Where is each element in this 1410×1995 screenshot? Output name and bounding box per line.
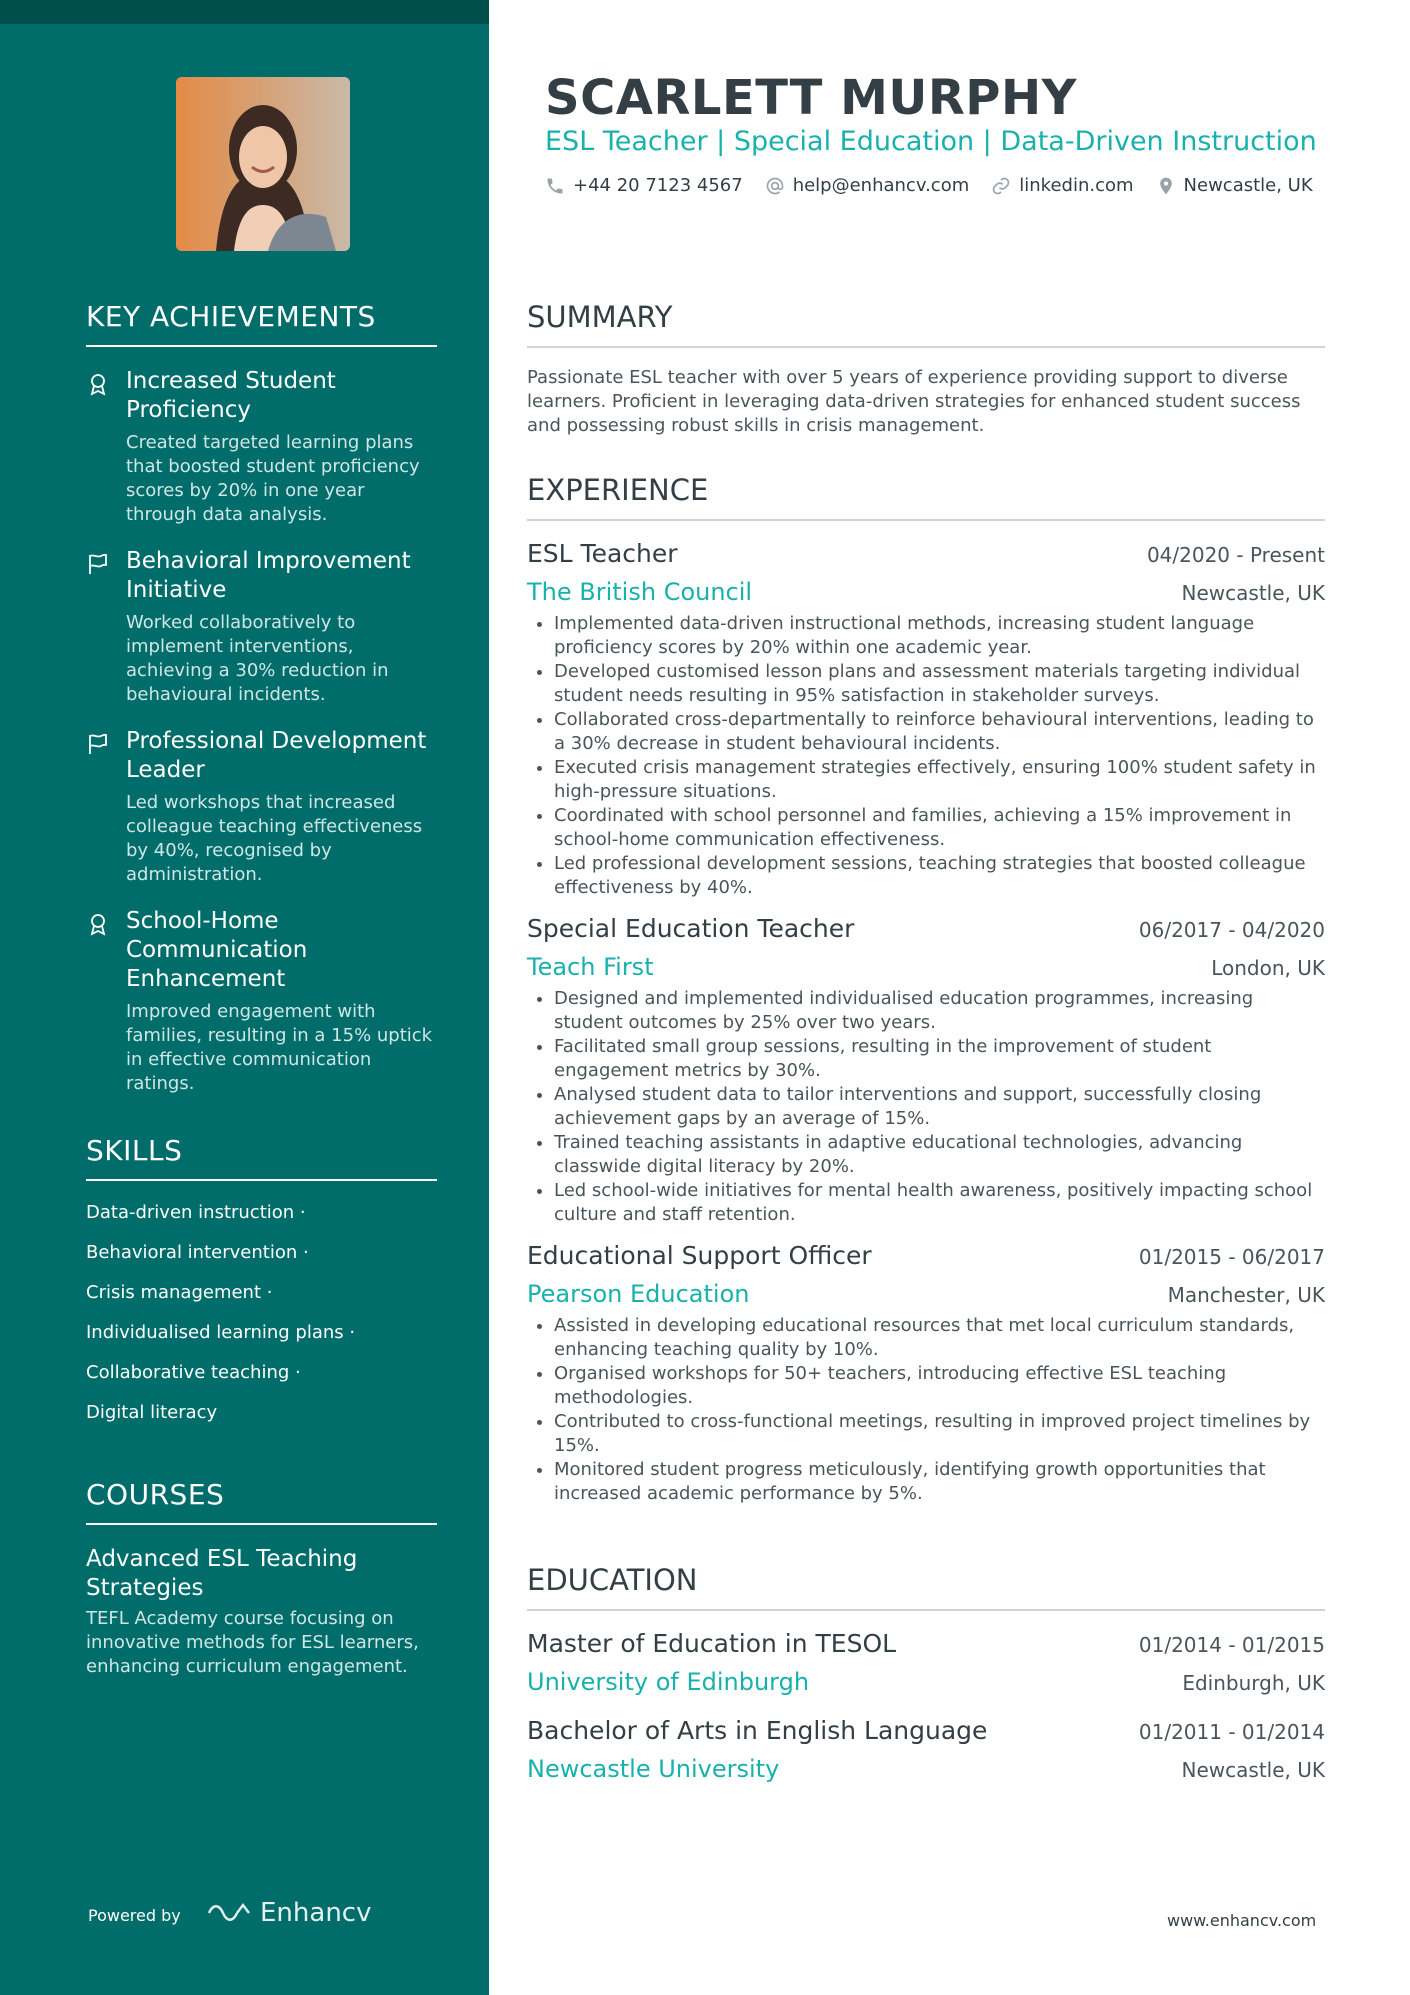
job-bullet: • Led professional development sessions, teaching strategies that boosted colleague effectiveness by 40%.: [554, 852, 1325, 900]
job-bullet: • Led school-wide initiatives for mental health awareness, positively impacting school culture and staff retention.: [554, 1179, 1325, 1227]
job-company: The British Council: [527, 578, 753, 606]
contact-phone[interactable]: [545, 175, 743, 196]
contact-location: [1156, 175, 1313, 196]
education-location: Newcastle, UK: [1181, 1758, 1325, 1782]
job-company: Pearson Education: [527, 1280, 750, 1308]
powered-by-label: Powered by: [88, 1906, 181, 1925]
job-role: ESL Teacher: [527, 539, 678, 568]
achievement-description: Created targeted learning plans that boosted student proficiency scores by 20% in one year through data analysis.: [126, 432, 420, 525]
job-dates: 04/2020 - Present: [1146, 543, 1325, 567]
sidebar: [0, 0, 489, 1995]
at-icon: [765, 176, 785, 196]
summary-title: SUMMARY: [527, 300, 1325, 348]
job-role: Educational Support Officer: [527, 1241, 872, 1270]
skill-item: Individualised learning plans ·: [86, 1322, 356, 1343]
education-section: [527, 1563, 1325, 1803]
key-achievements-section: [86, 300, 437, 1116]
skills-section: [86, 1134, 437, 1441]
skills-title: SKILLS: [86, 1134, 437, 1181]
job-company: Teach First: [527, 953, 654, 981]
achievement-title: School-Home Communication Enhancement: [126, 908, 308, 992]
job-bullet: • Analysed student data to tailor interventions and support, successfully closing achievement gaps by an average of 15%.: [554, 1083, 1325, 1131]
phone-icon: [545, 176, 565, 196]
job-dates: 06/2017 - 04/2020: [1138, 918, 1325, 942]
candidate-name: SCARLETT MURPHY: [545, 70, 1077, 126]
skill-item: Digital literacy: [86, 1402, 218, 1423]
award-icon: [86, 372, 110, 396]
job-dates: 01/2015 - 06/2017: [1138, 1245, 1325, 1269]
contact-email-text: help@enhancv.com: [792, 175, 970, 196]
achievement-item: [86, 907, 437, 1096]
job-bullet: • Coordinated with school personnel and families, achieving a 15% improvement in school-home communication effectiveness.: [554, 804, 1325, 852]
job-location: London, UK: [1211, 956, 1325, 980]
education-school: Newcastle University: [527, 1755, 780, 1783]
flag-icon: [86, 732, 110, 756]
education-dates: 01/2011 - 01/2014: [1138, 1720, 1325, 1744]
footer-website-link[interactable]: www.enhancv.com: [1167, 1911, 1317, 1930]
achievement-title: Increased Student Proficiency: [126, 368, 336, 423]
job-bullets: [527, 1314, 1325, 1506]
key-achievements-title: KEY ACHIEVEMENTS: [86, 300, 437, 347]
job-bullet: • Executed crisis management strategies effectively, ensuring 100% student safety in high-pressure situations.: [554, 756, 1325, 804]
enhancv-logo[interactable]: [206, 1898, 371, 1928]
courses-section: [86, 1478, 437, 1679]
job-bullet: • Facilitated small group sessions, resulting in the improvement of student engagement metrics by 30%.: [554, 1035, 1325, 1083]
skill-item: Data-driven instruction ·: [86, 1202, 306, 1223]
job-location: Newcastle, UK: [1181, 581, 1325, 605]
profile-photo: [176, 77, 350, 251]
job-entry: [527, 1241, 1325, 1506]
job-bullet: • Monitored student progress meticulously, identifying growth opportunities that increased academic performance by 5%.: [554, 1458, 1325, 1506]
job-bullet: • Assisted in developing educational resources that met local curriculum standards, enhancing teaching quality by 10%.: [554, 1314, 1325, 1362]
job-bullets: [527, 612, 1325, 900]
course-description: TEFL Academy course focusing on innovative methods for ESL learners, enhancing curriculum engagement.: [86, 1608, 419, 1677]
summary-section: [527, 300, 1325, 438]
courses-title: COURSES: [86, 1478, 437, 1525]
job-bullet: • Organised workshops for 50+ teachers, introducing effective ESL teaching methodologies.: [554, 1362, 1325, 1410]
contact-linkedin-text: linkedin.com: [1019, 175, 1134, 196]
education-degree: Bachelor of Arts in English Language: [527, 1716, 988, 1745]
achievement-title: Professional Development Leader: [126, 728, 427, 783]
contact-bar: [545, 175, 1313, 196]
job-entry: [527, 539, 1325, 900]
sidebar-top-bar: [0, 0, 489, 24]
job-bullet: • Developed customised lesson plans and assessment materials targeting individual student needs resulting in 95% satisfaction in stakeholder surveys.: [554, 660, 1325, 708]
location-pin-icon: [1156, 176, 1176, 196]
achievement-description: Worked collaboratively to implement interventions, achieving a 30% reduction in behavioural incidents.: [126, 612, 389, 705]
education-entry: [527, 1629, 1325, 1696]
achievement-description: Improved engagement with families, resulting in a 15% uptick in effective communication ratings.: [126, 1001, 433, 1094]
skill-item: Crisis management ·: [86, 1282, 273, 1303]
summary-text: Passionate ESL teacher with over 5 years of experience providing support to diverse learners. Proficient in leveraging data-driven strategies for enhanced student success and possessing robust skills in crisis management.: [527, 367, 1301, 436]
experience-section: [527, 473, 1325, 1520]
candidate-tagline: ESL Teacher | Special Education | Data-Driven Instruction: [545, 126, 1317, 157]
education-dates: 01/2014 - 01/2015: [1138, 1633, 1325, 1657]
contact-phone-text: +44 20 7123 4567: [573, 175, 743, 196]
job-bullet: • Contributed to cross-functional meetings, resulting in improved project timelines by 15%.: [554, 1410, 1325, 1458]
achievement-title: Behavioral Improvement Initiative: [126, 548, 411, 603]
link-icon: [991, 176, 1011, 196]
job-location: Manchester, UK: [1167, 1283, 1325, 1307]
job-bullet: • Implemented data-driven instructional methods, increasing student language proficiency scores by 20% within one academic year.: [554, 612, 1325, 660]
education-degree: Master of Education in TESOL: [527, 1629, 897, 1658]
contact-linkedin[interactable]: [991, 175, 1133, 196]
education-school: University of Edinburgh: [527, 1668, 810, 1696]
job-role: Special Education Teacher: [527, 914, 855, 943]
skill-item: Behavioral intervention ·: [86, 1242, 309, 1263]
education-entry: [527, 1716, 1325, 1783]
education-title: EDUCATION: [527, 1563, 1325, 1611]
course-title: Advanced ESL Teaching Strategies: [86, 1546, 358, 1601]
job-bullet: • Collaborated cross-departmentally to reinforce behavioural interventions, leading to a 30% decrease in student behavioural incidents.: [554, 708, 1325, 756]
achievement-description: Led workshops that increased colleague teaching effectiveness by 40%, recognised by administration.: [126, 792, 423, 885]
experience-title: EXPERIENCE: [527, 473, 1325, 521]
achievement-item: [86, 547, 437, 707]
enhancv-logo-icon: [206, 1901, 252, 1925]
contact-location-text: Newcastle, UK: [1183, 175, 1313, 196]
education-location: Edinburgh, UK: [1182, 1671, 1325, 1695]
achievement-item: [86, 727, 437, 887]
flag-icon: [86, 552, 110, 576]
job-bullets: [527, 987, 1325, 1227]
contact-email[interactable]: [765, 175, 970, 196]
award-icon: [86, 912, 110, 936]
achievement-item: [86, 367, 437, 527]
job-bullet: • Designed and implemented individualised education programmes, increasing student outcomes by 25% over two years.: [554, 987, 1325, 1035]
enhancv-logo-text: Enhancv: [260, 1898, 372, 1928]
skill-item: Collaborative teaching ·: [86, 1362, 301, 1383]
job-entry: [527, 914, 1325, 1227]
job-bullet: • Trained teaching assistants in adaptive educational technologies, advancing classwide digital literacy by 20%.: [554, 1131, 1325, 1179]
